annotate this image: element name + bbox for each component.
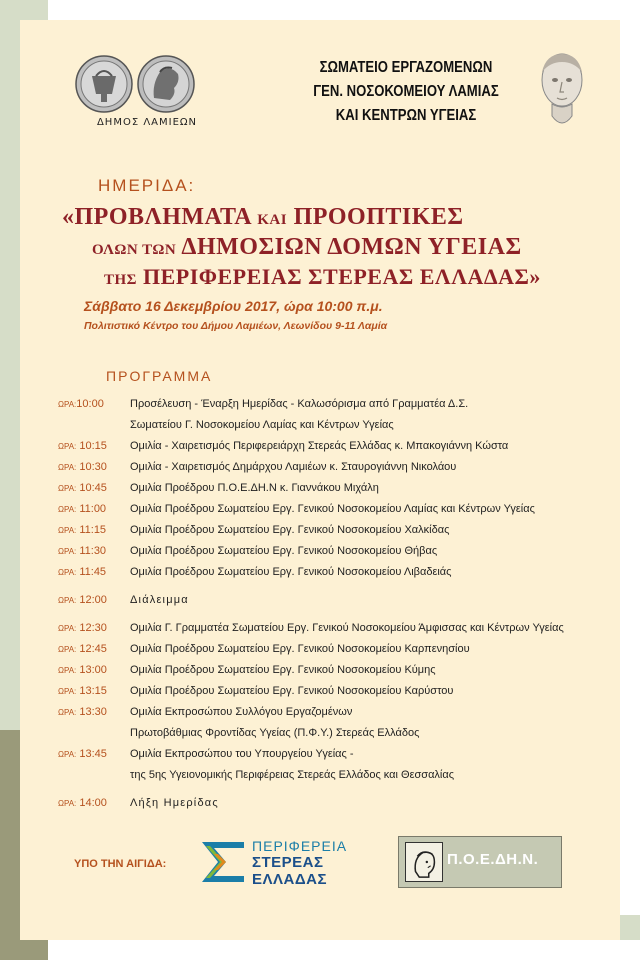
time-value: 13:30	[76, 706, 107, 718]
schedule-text: Ομιλία Προέδρου Σωματείου Εργ. Γενικού Νοσοκομείου Κύμης	[130, 664, 436, 676]
time-label: ΩΡΑ:	[58, 596, 77, 605]
time-value: 13:00	[76, 664, 107, 676]
schedule-text: Ομιλία - Χαιρετισμός Δημάρχου Λαμιέων κ. Σταυρογιάννη Νικολάου	[130, 461, 457, 473]
title-word: ΔΗΜΟΣΙΩΝ ΔΟΜΩΝ ΥΓΕΙΑΣ	[181, 234, 522, 260]
time-value: 10:15	[76, 440, 107, 452]
time-label: ΩΡΑ:	[58, 799, 77, 808]
time-value: 12:00	[76, 594, 107, 606]
time-label: ΩΡΑ:	[58, 400, 77, 409]
municipality-caption: ΔΗΜΟΣ ΛΑΜΙΕΩΝ	[96, 117, 198, 128]
schedule-text: Ομιλία Προέδρου Σωματείου Εργ. Γενικού Νοσοκομείου Θήβας	[130, 545, 438, 557]
union-name	[304, 56, 507, 128]
region-name-line: ΕΛΛΑΔΑΣ	[252, 871, 327, 888]
schedule-time	[58, 685, 107, 697]
schedule-text: Ομιλία Προέδρου Σωματείου Εργ. Γενικού Νοσοκομείου Λαμίας και Κέντρων Υγείας	[130, 503, 535, 515]
time-value: 13:45	[76, 748, 107, 760]
event-title-line-2	[92, 234, 522, 261]
time-value: 12:30	[76, 622, 107, 634]
federation-portrait-icon	[405, 842, 443, 882]
time-value: 10:00	[76, 398, 104, 410]
schedule-time	[58, 524, 106, 536]
schedule-time	[58, 545, 106, 557]
event-title-line-3	[104, 264, 541, 290]
region-name-line: ΠΕΡΙΦΕΡΕΙΑ	[252, 838, 348, 854]
event-kicker: ΗΜΕΡΙΔΑ:	[98, 176, 196, 195]
title-word: ΠΡΟΟΠΤΙΚΕΣ	[293, 204, 464, 230]
time-label: ΩΡΑ:	[58, 687, 77, 696]
coins-logo-icon	[72, 54, 200, 114]
schedule-time	[58, 566, 106, 578]
schedule-text: Ομιλία Προέδρου Σωματείου Εργ. Γενικού Νοσοκομείου Καρπενησίου	[130, 643, 470, 655]
schedule-time	[58, 398, 104, 410]
program-heading: ΠΡΟΓΡΑΜΜΑ	[106, 368, 213, 384]
time-value: 11:45	[76, 566, 107, 578]
time-value: 14:00	[76, 797, 107, 809]
federation-name: Π.Ο.Ε.ΔΗ.Ν.	[447, 851, 539, 868]
title-word: ΤΗΣ	[104, 272, 137, 288]
schedule-time	[58, 706, 107, 718]
schedule-time	[58, 461, 107, 473]
time-value: 11:15	[76, 524, 107, 536]
time-label: ΩΡΑ:	[58, 547, 77, 556]
federation-badge	[398, 836, 562, 888]
time-label: ΩΡΑ:	[58, 526, 77, 535]
time-label: ΩΡΑ:	[58, 463, 77, 472]
time-label: ΩΡΑ:	[58, 666, 77, 675]
title-word: «ΠΡΟΒΛΗΜΑΤΑ	[62, 204, 251, 230]
schedule-time	[58, 643, 107, 655]
region-name-line: ΣΤΕΡΕΑΣ	[252, 854, 324, 871]
union-name-line: ΓΕΝ. ΝΟΣΟΚΟΜΕΙΟΥ ΛΑΜΙΑΣ	[313, 83, 499, 100]
poster-background	[20, 20, 620, 940]
union-name-line: ΣΩΜΑΤΕΙΟ ΕΡΓΑΖΟΜΕΝΩΝ	[319, 59, 493, 76]
time-label: ΩΡΑ:	[58, 568, 77, 577]
schedule-text-continuation: Πρωτοβάθμιας Φροντίδας Υγείας (Π.Φ.Υ.) Στερεάς Ελλάδος	[130, 727, 420, 739]
union-name-line: ΚΑΙ ΚΕΝΤΡΩΝ ΥΓΕΙΑΣ	[335, 107, 477, 124]
time-label: ΩΡΑ:	[58, 484, 77, 493]
time-label: ΩΡΑ:	[58, 708, 77, 717]
schedule-text: Ομιλία Προέδρου Σωματείου Εργ. Γενικού Νοσοκομείου Χαλκίδας	[130, 524, 450, 536]
time-value: 13:15	[76, 685, 107, 697]
schedule-time	[58, 503, 106, 515]
schedule-text: Ομιλία - Χαιρετισμός Περιφερειάρχη Στερεάς Ελλάδας κ. Μπακογιάννη Κώστα	[130, 440, 509, 452]
schedule-text: Ομιλία Γ. Γραμματέα Σωματείου Εργ. Γενικού Νοσοκομείου Άμφισσας και Κέντρων Υγείας	[130, 622, 564, 634]
schedule-text: Ομιλία Προέδρου Π.Ο.Ε.ΔΗ.Ν κ. Γιαννάκου Μιχάλη	[130, 482, 379, 494]
time-value: 11:30	[76, 545, 107, 557]
schedule-text: Λήξη Ημερίδας	[130, 797, 219, 809]
time-label: ΩΡΑ:	[58, 645, 77, 654]
time-value: 12:45	[76, 643, 107, 655]
title-word: ΚΑΙ	[257, 212, 288, 228]
schedule-text: Προσέλευση - Έναρξη Ημερίδας - Καλωσόρισμα από Γραμματέα Δ.Σ.	[130, 398, 469, 410]
event-date: Σάββατο 16 Δεκεμβρίου 2017, ώρα 10:00 π.μ.	[84, 298, 383, 314]
schedule-text: Ομιλία Προέδρου Σωματείου Εργ. Γενικού Νοσοκομείου Καρύστου	[130, 685, 454, 697]
schedule-time	[58, 797, 107, 809]
schedule-time	[58, 594, 107, 606]
schedule-text-continuation: της 5ης Υγειονομικής Περιφέρειας Στερεάς Ελλάδος και Θεσσαλίας	[130, 769, 455, 781]
time-value: 10:30	[76, 461, 107, 473]
schedule-text: Ομιλία Εκπροσώπου Συλλόγου Εργαζομένων	[130, 706, 353, 718]
time-label: ΩΡΑ:	[58, 505, 77, 514]
schedule-time	[58, 748, 107, 760]
time-value: 10:45	[76, 482, 107, 494]
title-word: ΟΛΩΝ ΤΩΝ	[92, 242, 177, 258]
region-logo-icon	[200, 840, 246, 886]
schedule-time	[58, 664, 107, 676]
aegis-label: ΥΠΟ ΤΗΝ ΑΙΓΙΔΑ:	[74, 858, 167, 870]
bust-logo-icon	[530, 50, 594, 132]
time-label: ΩΡΑ:	[58, 624, 77, 633]
time-label: ΩΡΑ:	[58, 442, 77, 451]
schedule-time	[58, 440, 107, 452]
event-title-line-1	[62, 204, 464, 231]
bottom-margin	[48, 940, 640, 960]
schedule-text-continuation: Σωματείου Γ. Νοσοκομείου Λαμίας και Κέντρων Υγείας	[130, 419, 394, 431]
schedule-text: Ομιλία Εκπροσώπου του Υπουργείου Υγείας -	[130, 748, 354, 760]
schedule-time	[58, 482, 107, 494]
time-label: ΩΡΑ:	[58, 750, 77, 759]
schedule-time	[58, 622, 107, 634]
event-venue: Πολιτιστικό Κέντρο του Δήμου Λαμιέων, Λεωνίδου 9-11 Λαμία	[84, 320, 388, 332]
schedule-text: Διάλειμμα	[130, 594, 189, 606]
time-value: 11:00	[76, 503, 107, 515]
schedule-text: Ομιλία Προέδρου Σωματείου Εργ. Γενικού Νοσοκομείου Λιβαδειάς	[130, 566, 452, 578]
title-word: ΠΕΡΙΦΕΡΕΙΑΣ ΣΤΕΡΕΑΣ ΕΛΛΑΔΑΣ»	[142, 264, 541, 289]
